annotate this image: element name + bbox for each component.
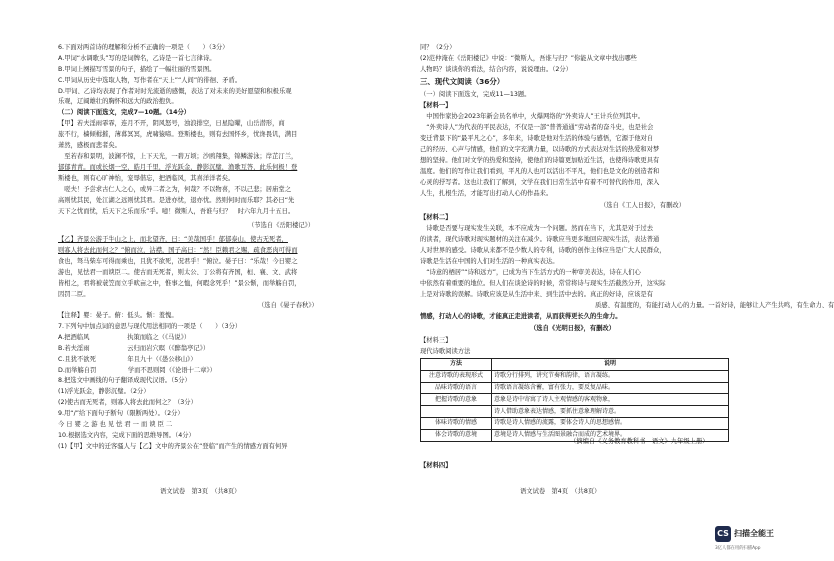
left-line-34: 今 日 婴 之 游 也 见 怯 君 一 而 谀 臣 二: [58, 421, 173, 428]
table-cell-description: 诗歌是诗人情感的流露，要体会诗人的思想感情。: [492, 417, 729, 429]
left-line-5: 乐观，辽阔雄壮的胸怀和远大的政治抱负。: [58, 98, 178, 105]
left-line-1: A.甲词“水调歌头”写的是词牌名，乙诗是一首七言律诗。: [58, 55, 216, 62]
right-line-14: （选自《工人日报》，有删改）: [600, 202, 686, 209]
right-line-25: （选自《光明日报》，有删改）: [530, 325, 616, 332]
right-line-8: 变迁背景下的“最平凡之心”，多年来，诗歌是他对生活的体验与感悟，它源于他对自: [420, 135, 654, 142]
right-line-11: 温度。他们的写作让我们看到，平凡的人也可以活出不平凡，他们也是文化的创造者和: [420, 168, 660, 175]
table-cell-description: 诗歌分行排列，讲究节奏和韵律，语言凝练。: [492, 370, 729, 382]
right-line-15: 【材料二】: [420, 214, 452, 221]
left-line-14: 高则忧其民，处江湖之远则忧其君。是进亦忧，退亦忧。然则何时而乐耶？其必曰“先: [58, 197, 295, 204]
camscanner-subtitle: 3亿人都在用的扫描App: [715, 546, 761, 551]
table-cell-description: 意境是诗人情感与生活图景融合而成的艺术境界。: [492, 429, 729, 441]
left-line-29: D.而举觞自罚 学而不思则罔（《论语十二章》）: [58, 367, 216, 374]
camscanner-title: 扫描全能王: [734, 529, 774, 538]
table-source: （摘编自《义务教育教科书 语文》九年级上册）: [570, 438, 709, 445]
left-line-23: （选自《晏子春秋》）: [258, 302, 318, 309]
table-cell-method: 方法: [421, 359, 492, 371]
table-cell-description: 诗歌语言凝练含蓄，富有张力，要反复品味。: [492, 382, 729, 394]
table-cell-method: 体会诗歌的意境: [421, 429, 492, 441]
table-cell-method: 品味诗歌的语言: [421, 382, 492, 394]
left-line-13: 嗟夫！予尝求古仁人之心，或异二者之为，何哉？不以物喜，不以己悲；居庙堂之: [58, 186, 291, 193]
left-line-35: 10.根据选文内容，完成下面的思维导图。（4分）: [58, 432, 195, 439]
table-cell-description: 诗人借助意象表达情感，要抓住意象理解诗意。: [492, 406, 729, 418]
table-row: [421, 370, 729, 382]
reading-method-table: [420, 358, 729, 442]
left-line-3: C.甲词从历史中选取人物，写作者在“天上”“人间”的徘徊、矛盾。: [58, 77, 242, 84]
table-cell-method: [421, 406, 492, 418]
right-line-1: (2)范仲淹在《岳阳楼记》中说：“微斯人，吾谁与归？”你能从文章中找出哪些: [420, 55, 637, 62]
left-line-16: （节选自《岳阳楼记》）: [248, 222, 315, 229]
right-line-20: “诗意的栖居”“诗和远方”，已成为当下生活方式的一种审美表达，诗在人们心: [420, 269, 641, 276]
left-line-6: （二）阅读下面选文，完成7—10题。（14分）: [58, 109, 191, 116]
right-line-3: 三、现代文阅读（36分）: [420, 77, 505, 86]
left-line-0: 6.下面对两首诗的理解和分析不正确的一项是（ ）（3分）: [58, 44, 229, 51]
table-row: [421, 382, 729, 394]
left-line-11: 郁郁青青。而或长烟一空，皓月千里，浮光跃金，静影沉璧，渔歌互答，此乐何极！登: [58, 164, 298, 171]
right-line-2: 人物吗？谈谈你的看法，结合内容，说说理由。（2分）: [420, 66, 572, 73]
left-line-22: 因罚二臣。: [58, 291, 90, 298]
right-line-21: 中依然有着重要的地位。但人们在谈论诗的时候，常常将诗与现实生活截然分开，这实际: [420, 280, 666, 287]
left-line-18: 则寡人将去此而何之？”俯而泣，沾襟，国子高曰：“然！臣赖君之赐，疏食恶肉可得而: [58, 247, 298, 254]
left-line-25: 7.下列句中加点词的意思与现代用法相同的一项是（ ）（3分）: [58, 323, 242, 330]
right-line-24: 情感，打动人心的诗歌，才能真正走进读者，从而获得更长久的生命力。: [420, 313, 622, 320]
left-line-24: 【注释】婴：晏子。俯：低头。惭：羞愧。: [58, 312, 178, 319]
left-line-2: B.甲词上阕描写雪景的句子，描绘了一幅壮丽的雪景图。: [58, 66, 216, 73]
right-line-23: 质感、有温度的，有能打动人心的力量。一首好诗，能够让人产生共鸣，有生命力、有: [595, 302, 834, 309]
left-line-12: 斯楼也，则有心旷神怡，宠辱偕忘，把酒临风，其喜洋洋者矣。: [58, 175, 235, 182]
right-line-9: 己的经历、心声与情感，他们的文字充满力量，以诗歌的方式表达对生活的热爱和对梦: [420, 146, 660, 153]
left-line-31: (1)浮光跃金，静影沉璧。（2分）: [58, 388, 150, 395]
table-cell-method: 把握诗歌的意象: [421, 394, 492, 406]
left-line-9: 萧然，感极而悲者矣。: [58, 142, 121, 149]
right-line-27: 现代诗歌阅读方法: [420, 348, 471, 355]
right-line-5: 【材料一】: [420, 102, 452, 109]
left-line-19: 食也，驽马柴车可得而乘也，且犹不欲死，况君乎！”俯泣。晏子曰：“乐哉！今日婴之: [58, 258, 298, 265]
left-line-20: 游也，见怯君一而谀臣二。使古而无死者，则太公、丁公将有齐国，桓、襄、文、武将: [58, 269, 298, 276]
page-4-footer: 语文试卷 第4页 （共8页）: [520, 488, 601, 495]
table-cell-method: 注意诗歌的表现形式: [421, 370, 492, 382]
page-3-column: [58, 0, 388, 561]
left-line-28: C.且犹不欲死 年且九十（《愚公移山》）: [58, 356, 197, 363]
right-line-13: 人生，扎根生活，才能写出打动人心的作品来。: [420, 190, 553, 197]
right-line-0: 同？（2分）: [420, 44, 456, 51]
left-line-27: B.若夫淫雨 云归而岩穴暝（《醉翁亭记》）: [58, 345, 210, 352]
right-line-19: 诗歌是生活在中国的人们对生活的一种真实表达。: [420, 258, 559, 265]
right-line-16: 诗歌是否要与现实发生关联，本不应成为一个问题。然而在当下，尤其是对于过去: [420, 225, 653, 232]
right-line-22: 上是对诗歌的误解。诗歌应该是从生活中来、到生活中去的。真正的好诗，应该是有: [420, 291, 653, 298]
right-line-4: （一）阅读下面选文，完成11—13题。: [420, 91, 531, 98]
left-line-36: (1)【甲】文中的迁客骚人与【乙】文中的齐景公在“登临”而产生的情感方面有何异: [58, 443, 288, 450]
material-four-heading: 【材料四】: [420, 462, 452, 469]
table-row: [421, 417, 729, 429]
right-line-18: 人对世界的感受。诗歌从来都不是少数人的专利，诗歌的创作主体应当是广大人民群众，: [420, 247, 666, 254]
right-line-10: 想的坚持。他们对文学的热爱和坚持，使他们的诗篇更加贴近生活，也使得诗歌更具有: [420, 157, 660, 164]
right-line-6: 中国作家协会2023年新会员名单中，火爆网络的“外卖诗人”王计兵位列其中。: [420, 113, 645, 120]
camscanner-watermark: [715, 526, 787, 556]
page-3-footer: 语文试卷 第3页 （共8页）: [160, 488, 241, 495]
right-line-7: “外卖诗人”为代表的平民表达，不仅是一部“普普通通”劳动者的奋斗史，也是社会: [420, 124, 654, 131]
left-line-7: 【甲】若夫淫雨霏霏，连月不开，阴风怒号，浊浪排空，日星隐曜，山岳潜形，商: [58, 120, 285, 127]
left-line-15: 天下之忧而忧，后天下之乐而乐”乎。噫！微斯人，吾谁与归？ 时六年九月十五日。: [58, 208, 295, 215]
left-line-21: 皆相之，君将被蓑笠而立乎畎亩之中，惟事之恤，何暇念死乎！”景公惭，而举觞自罚，: [58, 280, 301, 287]
table-cell-method: 体味诗歌的情感: [421, 417, 492, 429]
table-row: [421, 394, 729, 406]
left-line-33: 9.用“/”给下面句子断句（限断两处）。（2分）: [58, 410, 184, 417]
right-line-26: 【材料三】: [420, 337, 452, 344]
left-line-30: 8.把选文中画线的句子翻译成现代汉语。（5分）: [58, 377, 191, 384]
right-line-17: 的读者，现代诗歌对现实题材的关注在减少。诗歌应当更多地回应现实生活，表达普通: [420, 236, 660, 243]
table-row: [421, 359, 729, 371]
camscanner-logo: CS: [715, 526, 731, 542]
left-line-10: 至若春和景明，波澜不惊，上下天光，一碧万顷；沙鸥翔集，锦鳞游泳；岸芷汀兰，: [58, 153, 298, 160]
table-cell-description: 意象是诗中寄寓了诗人主观情感的客观物象，: [492, 394, 729, 406]
left-line-17: 【乙】齐景公游于牛山之上，而北望齐，曰：“美哉国乎！郁郁泰山，使古无死者，: [58, 236, 288, 243]
table-cell-description: 说明: [492, 359, 729, 371]
left-line-8: 旅不行，樯倾楫摧，薄暮冥冥，虎啸猿啼。登斯楼也，则有去国怀乡，忧谗畏讥，满目: [58, 131, 298, 138]
right-line-12: 心灵的抒写者。这也让我们了解到，文学在我们日常生活中有着不可替代的作用，深入: [420, 179, 660, 186]
table-row: [421, 406, 729, 418]
left-line-4: D.甲词、乙诗均表现了作者对时光流逝的感慨，表达了对未来的美好愿望和积极乐观: [58, 88, 292, 95]
left-line-32: (2)使古而无死者，则寡人将去此而何之？（3分）: [58, 399, 197, 406]
left-line-26: A.把酒临风 执策而临之（《马说》）: [58, 334, 191, 341]
